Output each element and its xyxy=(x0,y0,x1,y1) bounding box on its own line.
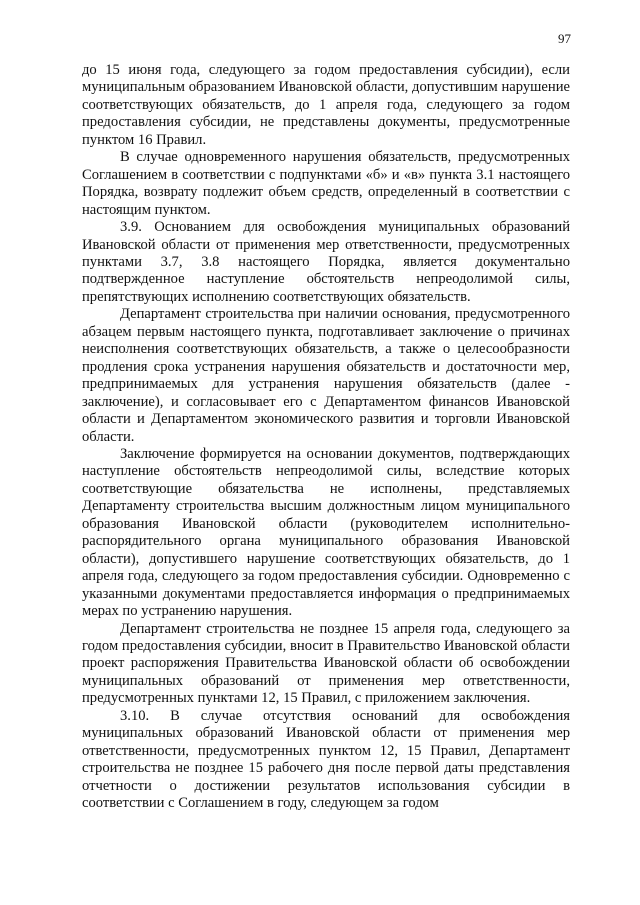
paragraph-continuation: до 15 июня года, следующего за годом предоставления субсидии), если муниципальным образованием Ивановской области, допустившим нарушение соответствующих обязательств, до 1 апреля года, следующего за годом предоставления субсидии, не представлены документы, предусмотренные пунктом 16 Правил. xyxy=(82,62,570,148)
paragraph-3-9: 3.9. Основанием для освобождения муниципальных образований Ивановской области от применения мер ответственности, предусмотренных пунктами 3.7, 3.8 настоящего Порядка, является документально подтвержденное наступление обстоятельств непреодолимой силы, препятствующих исполнению соответствующих обязательств. xyxy=(82,219,570,305)
paragraph-conclusion-formation: Заключение формируется на основании документов, подтверждающих наступление обстоятельств непреодолимой силы, вследствие которых соответствующие обязательства не исполнены, представляемых Департаменту строительства высшим должностным лицом муниципального образования Ивановской области (руководителем исполнительно-распорядительного органа муниципального образования Ивановской области), допустившего нарушение соответствующих обязательств, до 1 апреля года, следующего за годом предоставления субсидии. Одновременно с указанными документами предоставляется информация о предпринимаемых мерах по устранению нарушения. xyxy=(82,445,570,620)
document-body xyxy=(82,62,570,812)
page-number: 97 xyxy=(558,31,571,46)
paragraph-simultaneous-violation: В случае одновременного нарушения обязательств, предусмотренных Соглашением в соответствии с подпунктами «б» и «в» пункта 3.1 настоящего Порядка, возврату подлежит объем средств, определенный в соответствии с настоящим пунктом. xyxy=(82,149,570,218)
paragraph-draft-order: Департамент строительства не позднее 15 апреля года, следующего за годом предоставления субсидии, вносит в Правительство Ивановской области проект распоряжения Правительства Ивановской области об освобождении муниципальных образований от применения мер ответственности, предусмотренных пунктами 12, 15 Правил, с приложением заключения. xyxy=(82,620,570,707)
paragraph-department-conclusion: Департамент строительства при наличии основания, предусмотренного абзацем первым настоящего пункта, подготавливает заключение о причинах неисполнения соответствующих обязательств, а также о целесообразности продления срока устранения нарушения обязательств и достаточности мер, предпринимаемых для устранения нарушения обязательств (далее - заключение), и согласовывает его с Департаментом финансов Ивановской области и Департаментом экономического развития и торговли Ивановской области. xyxy=(82,306,570,445)
paragraph-3-10: 3.10. В случае отсутствия оснований для освобождения муниципальных образований Ивановской области от применения мер ответственности, предусмотренных пунктом 12, 15 Правил, Департамент строительства не позднее 15 рабочего дня после первой даты представления отчетности о достижении результатов использования субсидии в соответствии с Соглашением в году, следующем за годом xyxy=(82,707,570,812)
